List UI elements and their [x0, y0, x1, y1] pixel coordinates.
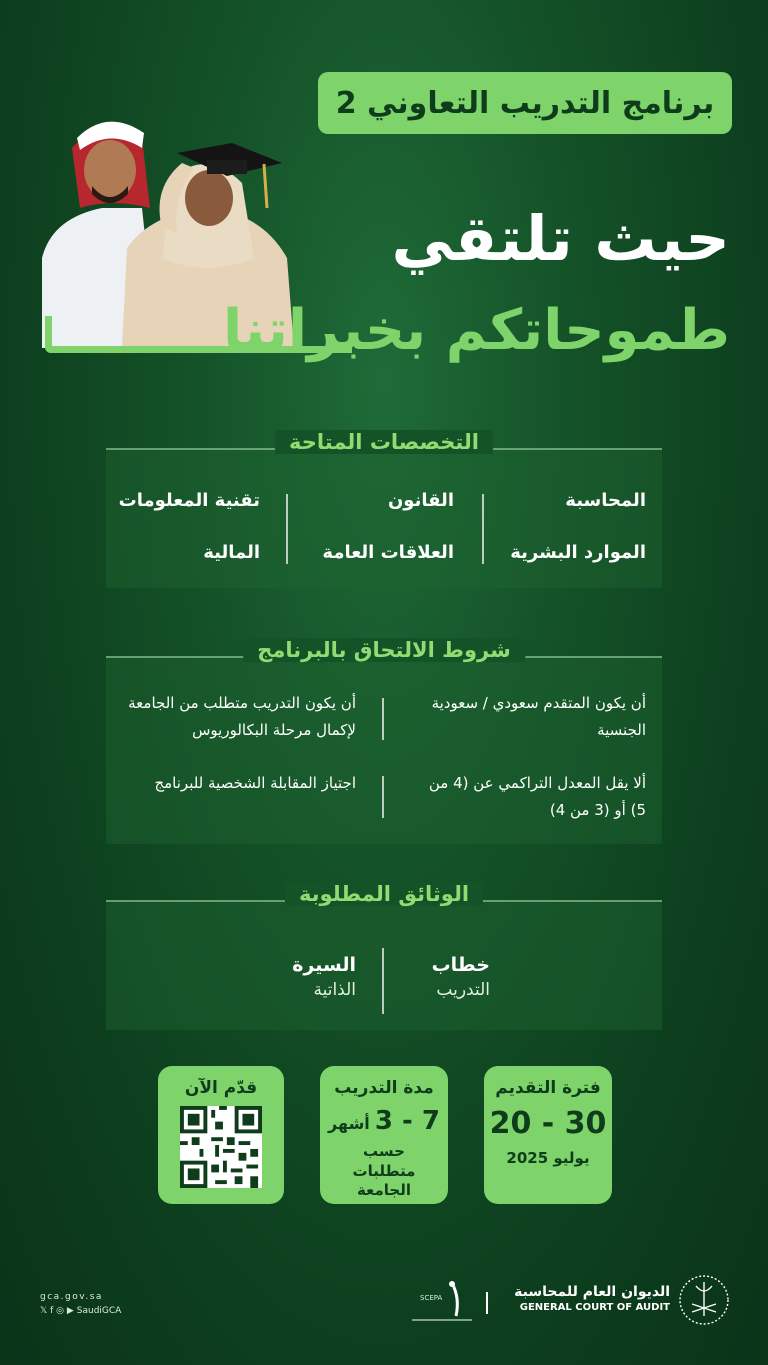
specialty-item: القانون	[387, 490, 454, 511]
condition-item: أن يكون المتقدم سعودي / سعودية الجنسية	[431, 694, 646, 739]
document-item	[292, 954, 356, 1000]
apply-now-label: قدّم الآن	[184, 1078, 258, 1098]
training-duration-note: حسب متطلبات الجامعة	[352, 1142, 416, 1199]
headline-primary: حيث تلتقي	[391, 202, 730, 275]
website-link[interactable]: gca.gov.sa	[40, 1292, 103, 1302]
document-item-title: السيرة	[292, 954, 356, 976]
document-item	[432, 954, 490, 1000]
footer-divider	[486, 1292, 488, 1314]
application-period-card	[484, 1066, 612, 1204]
gca-name-ar: الديوان العام للمحاسبة	[514, 1284, 670, 1300]
column-divider	[382, 948, 384, 1014]
specialties-section	[106, 430, 662, 588]
apply-now-card[interactable]	[158, 1066, 284, 1204]
headline-secondary: طموحاتكم بخبراتنا	[223, 298, 730, 363]
column-divider	[382, 776, 384, 818]
column-divider	[482, 494, 484, 564]
partner-name: SCEPA	[420, 1294, 443, 1302]
specialty-item: المحاسبة	[565, 490, 646, 511]
training-duration-unit: أشهر	[328, 1114, 370, 1133]
documents-title: الوثائق المطلوبة	[285, 882, 483, 906]
condition-item: اجتياز المقابلة الشخصية للبرنامج	[154, 774, 356, 792]
specialty-item: المالية	[203, 542, 260, 563]
program-title-badge: برنامج التدريب التعاوني 2	[318, 72, 732, 134]
training-duration-label: مدة التدريب	[334, 1078, 434, 1098]
application-period-month: يوليو 2025	[506, 1149, 590, 1167]
gca-emblem-icon	[676, 1272, 732, 1328]
partner-logo	[412, 1278, 472, 1328]
document-item-title: خطاب	[431, 954, 490, 976]
qr-code-icon[interactable]	[180, 1106, 262, 1188]
gca-name-en: GENERAL COURT OF AUDIT	[519, 1302, 670, 1313]
conditions-title: شروط الالتحاق بالبرنامج	[243, 638, 525, 662]
specialty-item: العلاقات العامة	[322, 542, 454, 563]
document-item-subtitle: التدريب	[436, 980, 490, 1000]
document-item-subtitle: الذاتية	[313, 980, 356, 1000]
column-divider	[382, 698, 384, 740]
training-duration-range: 3 - 7	[374, 1106, 440, 1136]
specialty-item: الموارد البشرية	[510, 542, 646, 563]
training-duration-value	[320, 1106, 448, 1136]
specialty-item: تقنية المعلومات	[118, 490, 260, 511]
condition-item: ألا يقل المعدل التراكمي عن (4 من 5) أو (3 من 4)	[428, 774, 646, 819]
gca-wordmark	[500, 1284, 670, 1313]
social-icons: 𝕏 f ◎ ▶	[40, 1306, 74, 1316]
condition-item: أن يكون التدريب متطلب من الجامعة لإكمال مرحلة البكالوريوس	[128, 694, 356, 739]
application-period-range: 20 - 30	[489, 1106, 607, 1141]
partner-emblem-icon	[412, 1278, 472, 1328]
training-duration-card	[320, 1066, 448, 1204]
documents-section	[106, 882, 662, 1030]
social-handle-row[interactable]	[40, 1306, 121, 1316]
application-period-label: فترة التقديم	[495, 1078, 601, 1098]
specialties-title: التخصصات المتاحة	[275, 430, 493, 454]
conditions-section	[106, 638, 662, 844]
column-divider	[286, 494, 288, 564]
social-handle: SaudiGCA	[76, 1306, 122, 1316]
